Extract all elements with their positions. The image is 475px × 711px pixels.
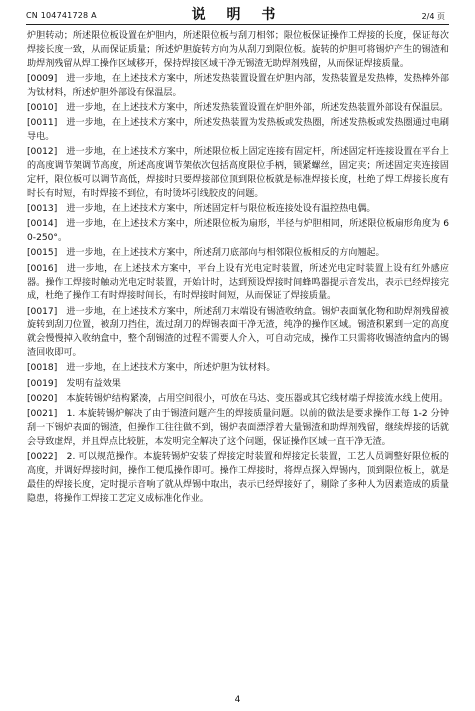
paragraph-0015: [0015] 进一步地，在上述技术方案中，所述刮刀底部向与相邻限位板相反的方向翘起。	[27, 248, 385, 259]
paragraph-0018: [0018] 进一步地，在上述技术方案中，所述炉胆为钛材料。	[27, 363, 276, 374]
paragraph-0012: [0012] 进一步地，在上述技术方案中，所述限位板上固定连接有固定杆，所述固定杆连接设置在平台上的高度调节架调节高度，所述高度调节架依次包括高度限位手柄，锁紧螺丝，固定夹；所述固定夹连接固定杆，限位板可以调节高低，焊接时只要焊接部位顶到限位板就是标准焊接长度，杜绝了焊工焊接长度有时长有时短，有时焊接不到位，有时烫坏引线胶皮的问题。	[27, 147, 449, 199]
paragraph-0017: [0017] 进一步地，在上述技术方案中，所述刮刀末端设有锡渣收纳盒。锡炉表面氧化物和助焊剂残留被旋转到刮刀位置，被刮刀挡住，流过刮刀的焊锡表面干净无渣，纯净的操作区域。锡渣积累到一定的高度就会慢慢掉入收纳盒中，整个刮锡渣的过程不需要人介入，可自动完成，操作工只需将收锡渣纳盒内的锡渣回收即可。	[27, 306, 449, 359]
header-divider	[26, 24, 449, 25]
paragraph-0021: [0021] 1. 本旋转锡炉解决了由于锡渣问题产生的焊接质量问题。以前的做法是要求操作工每 1-2 分钟刮一下锡炉表面的锡渣，但操作工往往做不到，锡炉表面漂浮着大量锡渣和助焊剂残留，继续焊接的话就会导致虚焊，并且焊点比较脏，本发明完全解决了这个问题，保证操作区域一直干净无渣。	[27, 409, 449, 447]
paragraph-continuation: 炉胆转动；所述限位板设置在炉胆内，所述限位板与刮刀相邻；限位板保证操作工焊接的长度，保证每次焊接长度一致，从而保证质量；所述炉胆旋转方向为从刮刀到限位板。旋转的炉胆可将锡炉产生的锡渣和助焊剂残留从焊工操作区域移开，保持焊接区域干净无锡渣无助焊剂残留，从而保证焊接质量。	[27, 31, 449, 69]
page-header	[0, 0, 475, 30]
page-number: 4	[234, 695, 241, 705]
page-indicator: 2/4 页	[421, 12, 445, 21]
document-title: 说 明 书	[191, 7, 284, 23]
paragraph-0019: [0019] 发明有益效果	[27, 378, 121, 389]
document-body	[27, 30, 449, 508]
paragraph-0013: [0013] 进一步地，在上述技术方案中，所述固定杆与限位板连接处设有温控热电偶。	[27, 204, 376, 215]
paragraph-0022: [0022] 2. 可以规范操作。本旋转锡炉安装了焊接定时装置和焊接定长装置，工艺人员调整好限位板的高度，并调好焊接时间，操作工便瓜操作即可。操作工焊接时，将焊点探入焊锡内，顶到限位板上，就是最佳的焊接长度，定时提示音响了就从焊锡中取出，表示已经焊接好了，剔除了多种人为因素造成的质量隐患，将操作工焊接工艺定义成标准化作业。	[27, 452, 449, 504]
paragraph-0014: [0014] 进一步地，在上述技术方案中，所述限位板为扇形，半径与炉胆相同，所述限位板扇形角度为 60-250°。	[27, 219, 449, 244]
paragraph-0020: [0020] 本旋转锡炉结构紧凑，占用空间很小，可放在马达、变压器或其它线材端子焊接流水线上使用。	[27, 393, 449, 404]
paragraph-0016: [0016] 进一步地，在上述技术方案中，平台上设有光电定时装置，所述光电定时装置上设有红外感应器。操作工焊接时触动光电定时装置，开始计时，达到预设焊接时间蜂鸣器提示音发出，表示已经焊接完成，杜绝了操作工有时焊接时间长，有时焊接时间短，从而保证了焊接质量。	[27, 263, 449, 302]
paragraph-0010: [0010] 进一步地，在上述技术方案中，所述发热装置设置在炉胆外部，所述发热装置外部设有保温层。	[27, 102, 449, 113]
paragraph-0009: [0009] 进一步地，在上述技术方案中，所述发热装置设置在炉胆内部，发热装置是发热棒，发热棒外部为钛材料，所述炉胆外部设有保温层。	[27, 73, 449, 98]
patent-number: CN 104741728 A	[26, 11, 97, 20]
paragraph-0011: [0011] 进一步地，在上述技术方案中，所述发热装置为发热板或发热圈，所述发热板或发热圈通过电刷导电。	[27, 118, 449, 143]
